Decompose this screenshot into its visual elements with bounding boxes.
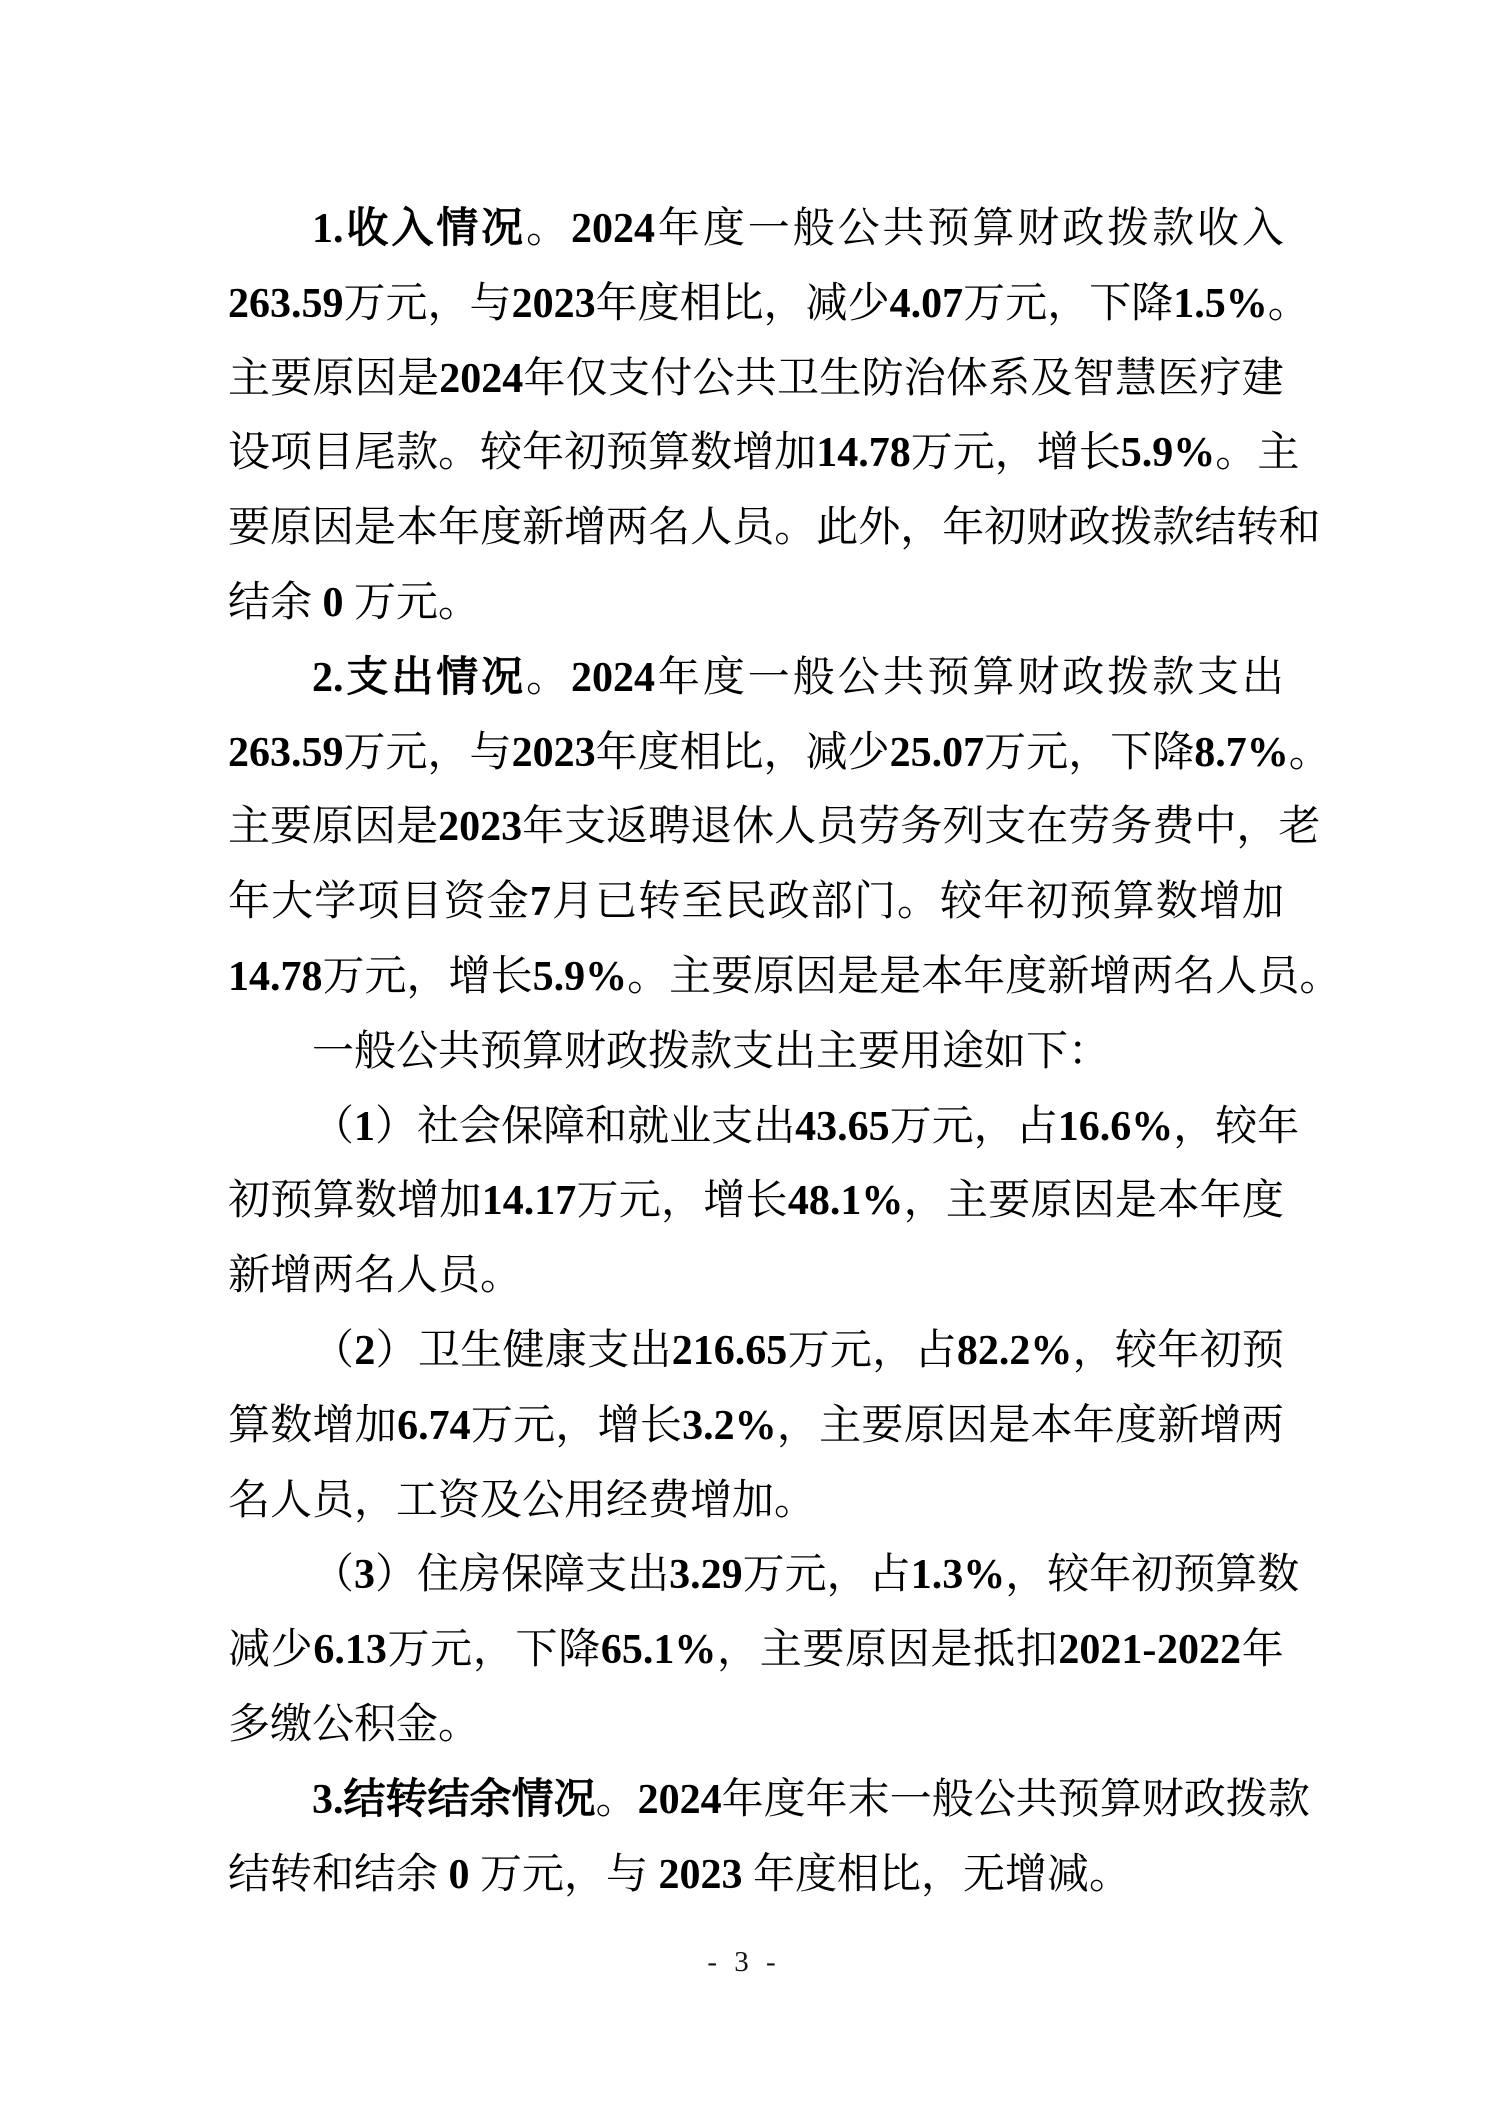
numeric-text: 1. bbox=[312, 206, 344, 252]
text-line: 263.59 万 元 ， 与 2023 年 度 相 比 ， 减 少 4.07 万 元 ， 下 降 1.5% 。 bbox=[228, 267, 1284, 342]
numeric-text: 65.1% bbox=[600, 1627, 717, 1674]
numeric-text: 216.65 bbox=[671, 1327, 788, 1374]
text-line: 设 项 目 尾 款 。 较 年 初 预 算 数 增 加 14.78 万 元 ， 增 长 5.9% 。 主 bbox=[228, 416, 1284, 491]
text-line: 一般公共预算财政拨款支出主要用途如下： bbox=[312, 1028, 1111, 1075]
numeric-text: 1 bbox=[354, 1103, 376, 1150]
text-line: 名人员，工资及公用经费增加。 bbox=[228, 1477, 817, 1524]
document-body bbox=[228, 192, 1342, 1912]
numeric-text: 2022 bbox=[1157, 1627, 1242, 1674]
text-line: 新增两名人员。 bbox=[228, 1253, 523, 1300]
numeric-text: 14.78 bbox=[816, 430, 911, 477]
numeric-text: 3.29 bbox=[669, 1552, 743, 1599]
text-line: 1. 收 入 情 况 。 2024 年 度 一 般 公 共 预 算 财 政 拨 款 收 入 bbox=[228, 192, 1284, 267]
numeric-text: 1.3% bbox=[910, 1552, 1006, 1599]
text-line: 结余 0 万元。 bbox=[228, 579, 481, 626]
numeric-text: 0 bbox=[448, 1851, 470, 1898]
numeric-text: 3 bbox=[354, 1552, 376, 1599]
numeric-text: 2023 bbox=[438, 804, 523, 851]
numeric-text: 25.07 bbox=[889, 729, 985, 776]
text-line: 年 大 学 项 目 资 金 7 月 已 转 至 民 政 部 门 。 较 年 初 预 算 数 增 加 bbox=[228, 865, 1284, 940]
text-line: 2. 支 出 情 况 。 2024 年 度 一 般 公 共 预 算 财 政 拨 款 支 出 bbox=[228, 641, 1284, 716]
numeric-text: 3. bbox=[312, 1776, 344, 1823]
numeric-text: 2. bbox=[312, 654, 344, 701]
text-line: 要 原 因 是 本 年 度 新 增 两 名 人 员 。 此 外 ， 年 初 财 政 拨 款 结 转 和 bbox=[228, 505, 1321, 552]
numeric-text: 2 bbox=[354, 1327, 376, 1374]
numeric-text: 48.1% bbox=[787, 1178, 904, 1225]
text-line: （ 2 ） 卫 生 健 康 支 出 216.65 万 元 ， 占 82.2% ， 较 年 初 预 bbox=[228, 1314, 1284, 1389]
text-line: （ 1 ） 社 会 保 障 和 就 业 支 出 43.65 万 元 ， 占 16.6% ， 较 年 bbox=[228, 1090, 1284, 1165]
numeric-text: 263.59 bbox=[228, 729, 344, 776]
numeric-text: 2024 bbox=[637, 1776, 722, 1823]
text-line: 算 数 增 加 6.74 万 元 ， 增 长 3.2% ， 主 要 原 因 是 本 年 度 新 增 两 bbox=[228, 1389, 1284, 1464]
numeric-text: 6.13 bbox=[313, 1627, 387, 1674]
text-line: 多缴公积金。 bbox=[228, 1701, 481, 1748]
numeric-text: 43.65 bbox=[795, 1103, 890, 1150]
numeric-text: 2024 bbox=[571, 206, 656, 252]
text-line: 初 预 算 数 增 加 14.17 万 元 ， 增 长 48.1% ， 主 要 原 因 是 本 年 度 bbox=[228, 1164, 1284, 1239]
numeric-text: 0 bbox=[322, 579, 344, 626]
text-line: 14.78 万 元 ， 增 长 5.9% 。 主 要 原 因 是 是 本 年 度 新 增 两 名 人 员 。 bbox=[228, 940, 1284, 1015]
numeric-text: 4.07 bbox=[889, 280, 964, 327]
numeric-text: 263.59 bbox=[228, 280, 344, 327]
text-line: 3. 结 转 结 余 情 况 。 2024 年 度 年 末 一 般 公 共 预 算 财 政 拨 款 bbox=[228, 1763, 1284, 1838]
numeric-text: 3.2% bbox=[682, 1402, 777, 1449]
numeric-text: 7 bbox=[529, 879, 551, 926]
numeric-text: 14.78 bbox=[228, 953, 323, 1000]
numeric-text: 2023 bbox=[511, 280, 596, 327]
text-line: 减 少 6.13 万 元 ， 下 降 65.1% ， 主 要 原 因 是 抵 扣 2021- 2022 年 bbox=[228, 1613, 1284, 1688]
text-line: 263.59 万 元 ， 与 2023 年 度 相 比 ， 减 少 25.07 万 元 ， 下 降 8.7% 。 bbox=[228, 716, 1284, 791]
numeric-text: 5.9% bbox=[1120, 430, 1216, 477]
numeric-text: 2023 bbox=[511, 729, 596, 776]
page-number: - 3 - bbox=[707, 1946, 781, 1978]
numeric-text: 16.6% bbox=[1057, 1103, 1174, 1150]
text-line: 主 要 原 因 是 2024 年 仅 支 付 公 共 卫 生 防 治 体 系 及 智 慧 医 疗 建 bbox=[228, 342, 1284, 417]
numeric-text: 6.74 bbox=[397, 1402, 471, 1449]
numeric-text: 82.2% bbox=[956, 1327, 1073, 1374]
numeric-text: 8.7% bbox=[1194, 729, 1289, 776]
numeric-text: 2024 bbox=[571, 654, 656, 701]
numeric-text: 14.17 bbox=[481, 1178, 577, 1225]
text-line: 结转和结余 0 万元，与 2023 年度相比，无增减。 bbox=[228, 1851, 1132, 1898]
numeric-text: 2023 bbox=[658, 1851, 743, 1898]
text-line: 主 要 原 因 是 2023 年 支 返 聘 退 休 人 员 劳 务 列 支 在 劳 务 费 中 ， 老 bbox=[228, 790, 1284, 865]
numeric-text: 2024 bbox=[439, 355, 524, 402]
numeric-text: 1.5% bbox=[1173, 280, 1268, 327]
numeric-text: 2021- bbox=[1058, 1627, 1157, 1674]
text-line: （ 3 ） 住 房 保 障 支 出 3.29 万 元 ， 占 1.3% ， 较 年 初 预 算 数 bbox=[228, 1538, 1284, 1613]
numeric-text: 5.9% bbox=[532, 953, 628, 1000]
